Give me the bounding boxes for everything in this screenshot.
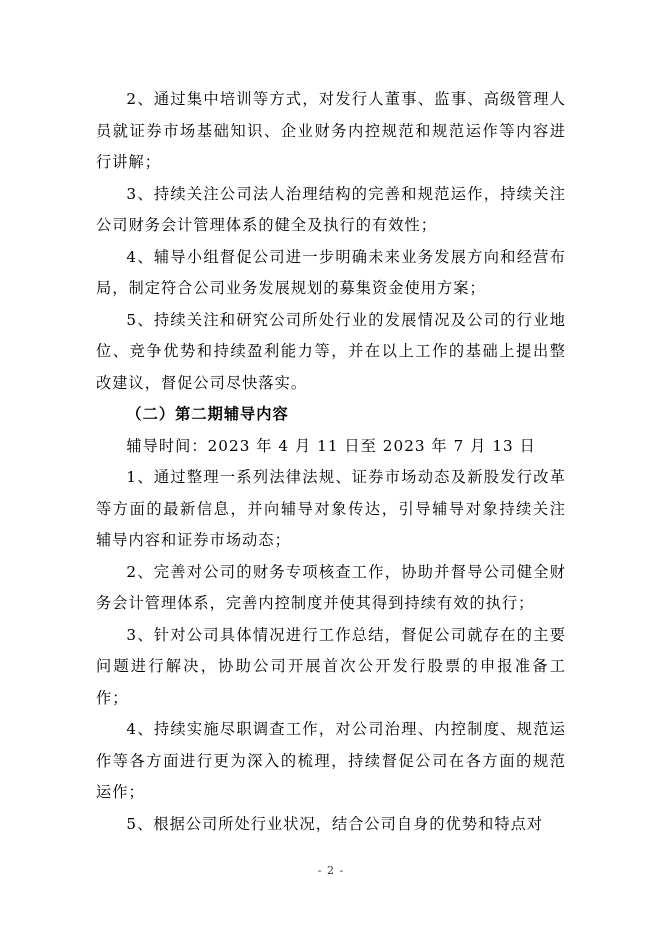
paragraph-phase2-item-3: 3、针对公司具体情况进行工作总结，督促公司就存在的主要问题进行解决，协助公司开展首次公开发行股票的申报准备工作； [96,625,566,707]
paragraph-phase2-item-1: 1、通过整理一系列法律法规、证券市场动态及新股发行改革等方面的最新信息，并向辅导对象传达，引导辅导对象持续关注辅导内容和证券市场动态； [96,468,566,549]
paragraph-item-2: 2、通过集中培训等方式，对发行人董事、监事、高级管理人员就证券市场基础知识、企业财务内控规范和规范运作等内容进行讲解； [96,90,566,171]
paragraph-phase2-item-4: 4、持续实施尽职调查工作，对公司治理、内控制度、规范运作等各方面进行更为深入的梳理，持续督促公司在各方面的规范运作； [96,720,566,801]
page-body [96,84,566,840]
paragraph-item-4: 4、辅导小组督促公司进一步明确未来业务发展方向和经营布局，制定符合公司业务发展规划的募集资金使用方案； [96,247,566,297]
paragraph-item-3: 3、持续关注公司法人治理结构的完善和规范运作，持续关注公司财务会计管理体系的健全及执行的有效性； [96,184,566,234]
page-number: - 2 - [317,864,345,877]
section-heading: （二）第二期辅导内容 [126,405,289,423]
paragraph-phase2-item-5: 5、根据公司所处行业状况，结合公司自身的优势和特点对 [126,814,544,833]
paragraph-phase2-item-2: 2、完善对公司的财务专项核查工作，协助并督导公司健全财务会计管理体系，完善内控制度并使其得到持续有效的执行； [96,562,566,612]
paragraph-item-5: 5、持续关注和研究公司所处行业的发展情况及公司的行业地位、竞争优势和持续盈利能力等，并在以上工作的基础上提出整改建议，督促公司尽快落实。 [96,310,566,392]
period-line: 辅导时间：2023 年 4 月 11 日至 2023 年 7 月 13 日 [126,436,536,455]
